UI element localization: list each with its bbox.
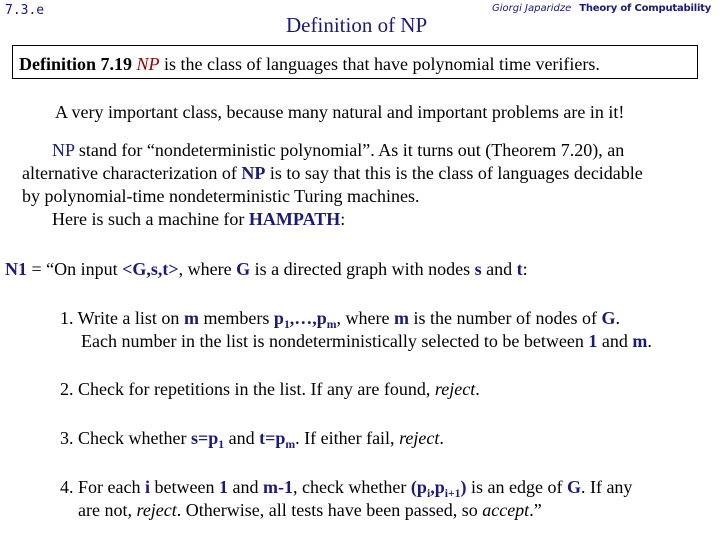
step-2-text: 2. Check for repetitions in the list. If any are found, [60,379,435,399]
step-4-m1: m-1 [262,477,293,497]
step-1-text-b: members [198,308,274,328]
step-1-l2-and: and [597,331,633,351]
definition-body: is the class of languages that have polynomial time verifiers. [159,54,600,74]
step-1-line2 [81,330,652,352]
step-4-and: and [227,477,263,497]
np-para-line2 [22,162,643,184]
step-4-pair-close: ) [460,477,467,497]
step-3-t [259,428,296,452]
step-4-text-f: . If any [580,477,633,497]
step-4-l2-text-b: . Otherwise, all tests have been passed, so [176,500,483,520]
step-3 [60,427,444,452]
author-name: Giorgi Japaridze [492,3,572,14]
step-1-pm-sub: m [326,318,337,332]
step-1-line1 [60,307,621,332]
step-4-i: i [144,477,150,497]
step-1-p1 [273,308,290,332]
step-3-and: and [224,428,260,448]
page-title: Definition of NP [286,13,428,37]
step-3-text-c: . If either fail, [295,428,400,448]
step-3-s-sub: 1 [218,438,225,452]
step-3-s-base: s=p [190,428,219,448]
intro-line: A very important class, because many natural and important problems are in it! [55,102,625,122]
step-1-pm-base: p [316,308,327,328]
step-3-text: 3. Check whether [60,428,191,448]
np-para-line3: by polynomial-time nondeterministic Turing machines. [22,186,420,206]
machine-header [5,258,528,280]
step-4-text-d: , check whether [292,477,411,497]
step-4-g: G [566,477,581,497]
machine-s: s [474,259,482,279]
step-1-l2-text: Each number in the list is nondeterministically selected to be between [81,331,589,351]
step-1-text-e: . [615,308,621,328]
step-4-line1 [60,476,633,501]
step-4-one: 1 [218,477,228,497]
machine-text-a: = “On input [27,259,123,279]
machine-text-b: , where [178,259,237,279]
step-4-l2-end: .” [529,500,542,520]
step-1-m: m [183,308,199,328]
definition-term: NP [136,54,160,74]
machine-text-d: and [481,259,517,279]
machine-name: N1 [5,259,27,279]
step-3-s [190,428,225,452]
machine-t: t [516,259,523,279]
step-1-text-c: , where [336,308,395,328]
np-term-2: NP [241,163,266,183]
step-4-pair [410,477,467,501]
machine-input: <G,s,t> [122,259,179,279]
step-1-p1-base: p [273,308,284,328]
np-para-text1: stand for “nondeterministic polynomial”. As it turns out (Theorem 7.20), an [74,140,625,160]
step-4-l2-text: are not, [78,500,137,520]
definition-text [19,54,600,75]
header-credit [492,3,711,14]
np-para-text2a: alternative characterization of [22,163,242,183]
step-3-t-sub: m [285,438,296,452]
hampath-colon: : [340,209,346,229]
step-4-line2 [78,499,542,521]
step-4-text-e: is an edge of [466,477,567,497]
np-para-line1 [52,139,624,161]
step-1-text: 1. Write a list on [60,308,184,328]
step-4-pair-open: (p [410,477,427,497]
step-4-text-b: between [150,477,219,497]
step-3-reject: reject [399,428,440,448]
step-1-l2-end: . [647,331,652,351]
step-2-end: . [475,379,480,399]
step-1-text-d: is the number of nodes of [409,308,602,328]
step-1-one: 1 [588,331,598,351]
course-name: Theory of Computability [579,3,712,14]
step-4-accept: accept [482,500,530,520]
machine-text-e: : [522,259,528,279]
slide-number: 7.3.e [5,3,45,18]
machine-text-c: is a directed graph with nodes [250,259,475,279]
step-4-reject: reject [136,500,177,520]
step-3-end: . [439,428,444,448]
step-2 [60,378,480,400]
definition-label: Definition 7.19 [19,54,133,74]
np-para-text2b: is to say that this is the class of languages decidable [265,163,643,183]
hampath-term: HAMPATH [248,209,341,229]
step-4-pair-i1: i+1 [444,487,461,501]
machine-g: G [236,259,251,279]
step-2-reject: reject [434,379,476,399]
step-4-text: 4. For each [60,477,145,497]
step-1-g: G [601,308,616,328]
step-3-t-base: t=p [259,428,286,448]
hampath-text: Here is such a machine for [52,209,249,229]
step-1-m2: m [394,308,410,328]
step-1-dots: ,…, [289,308,317,328]
hampath-line [52,208,345,230]
step-1-pm [316,308,337,332]
step-4-pair-mid: ,p [430,477,445,497]
step-4-pair-i: i [426,487,431,501]
np-term: NP [52,140,75,160]
step-1-m3: m [632,331,648,351]
step-1-p1-sub: 1 [283,318,290,332]
